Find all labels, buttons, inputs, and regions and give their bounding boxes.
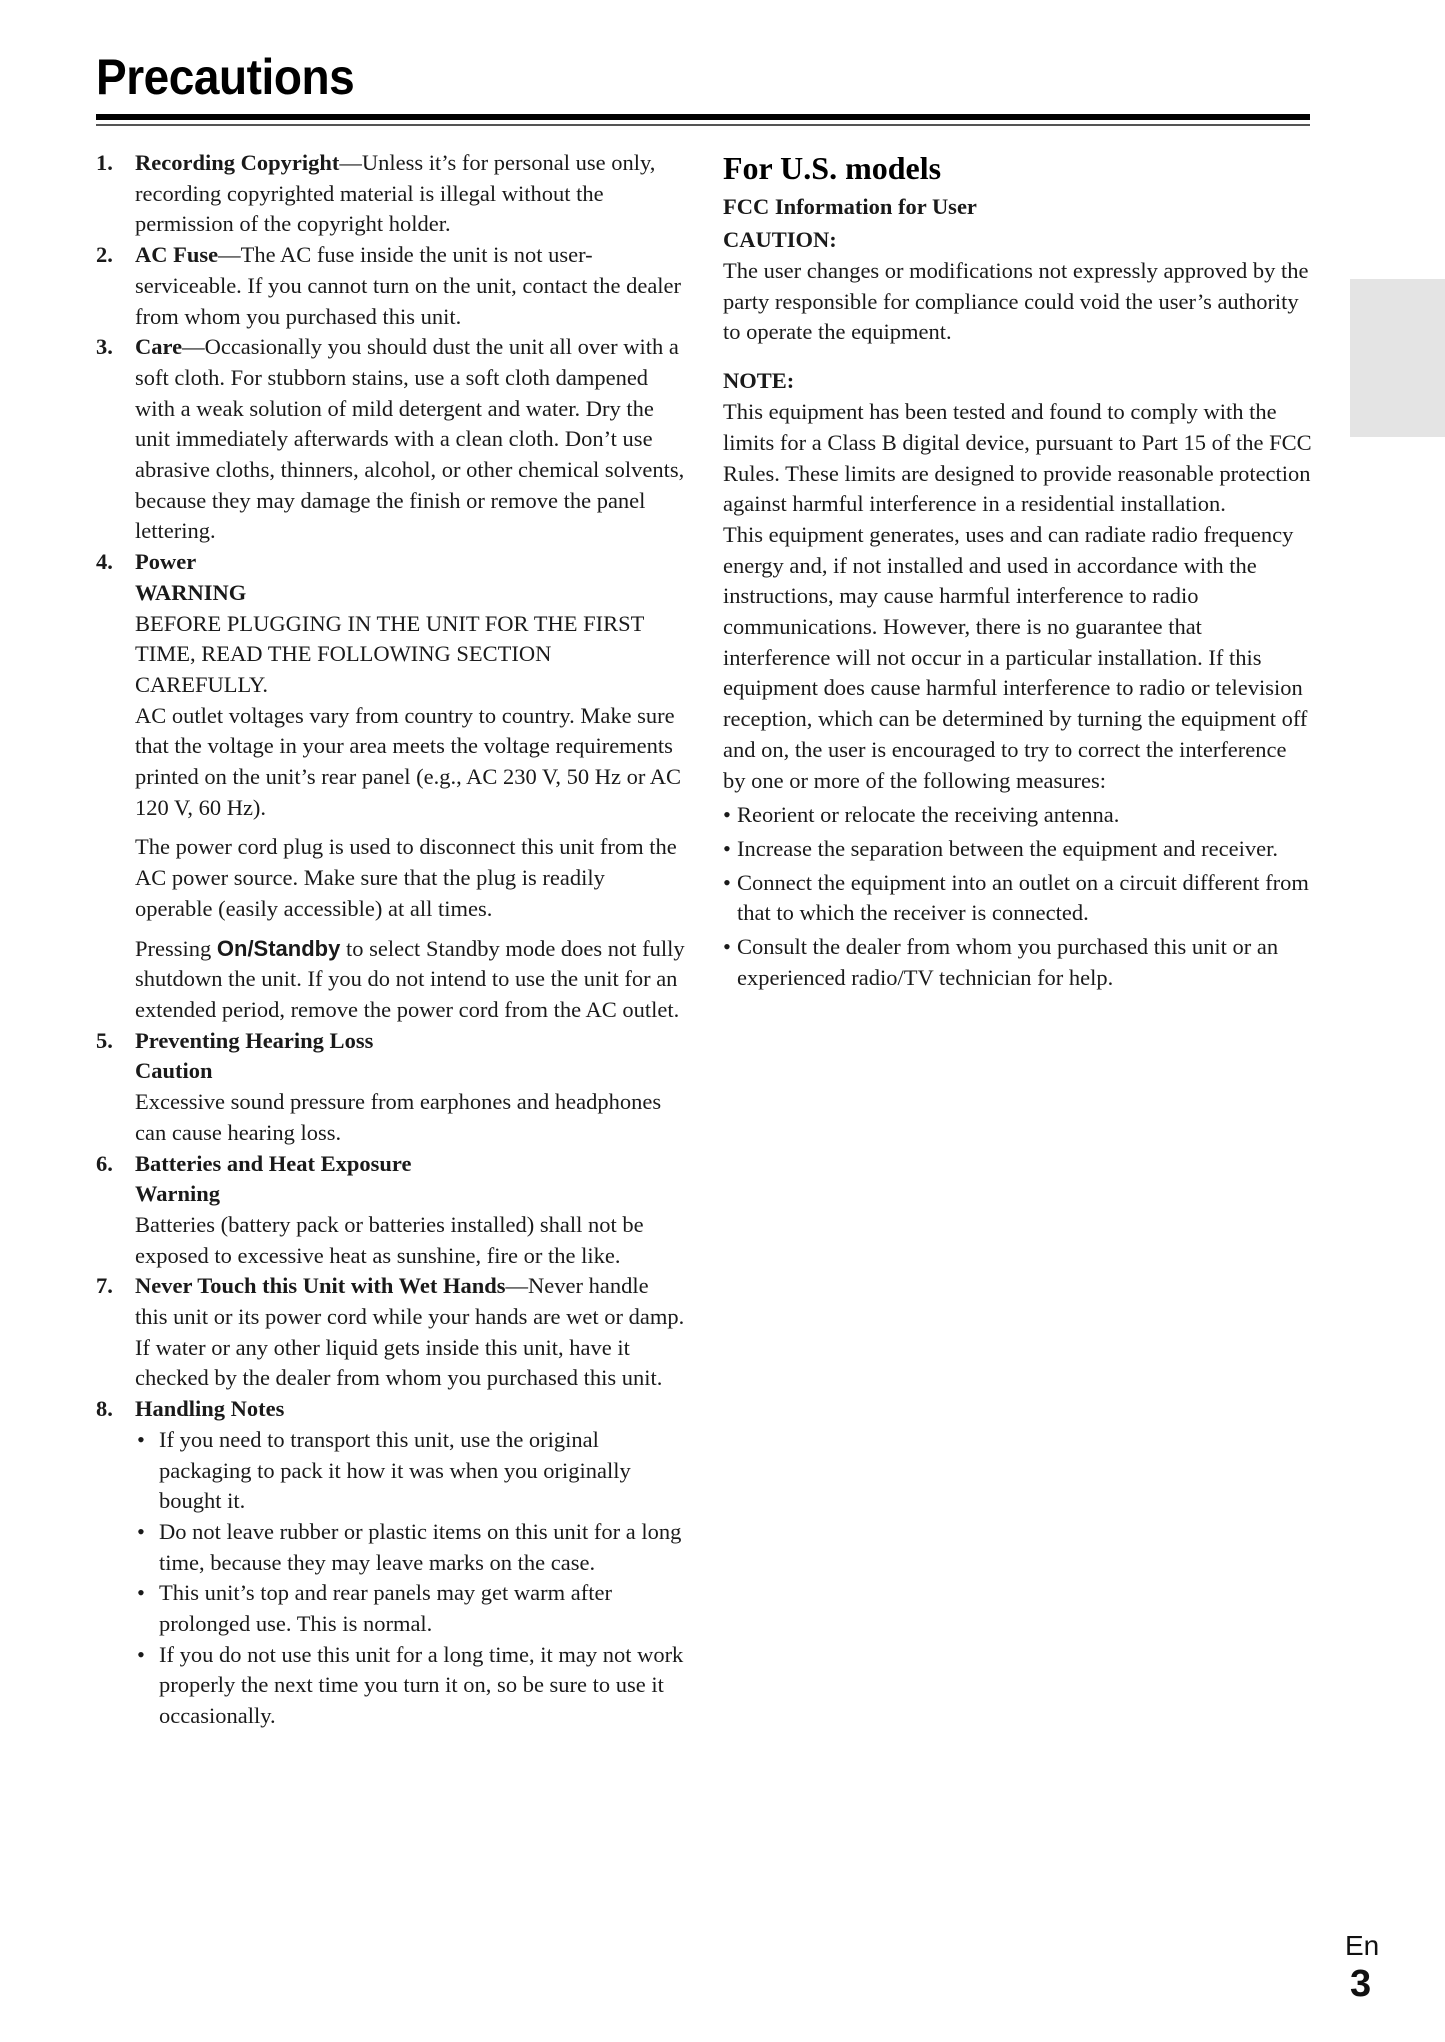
item-text: Excessive sound pressure from earphones and headphones can cause hearing loss. [135,1089,662,1145]
voltage-paragraph: AC outlet voltages vary from country to country. Make sure that the voltage in your area meets the voltage requirements printed on the unit’s rear panel (e.g., AC 230 V, 50 Hz or AC 120 V, 60 Hz). [135,702,681,820]
left-column [96,148,686,1732]
item-text: —Occasionally you should dust the unit all over with a soft cloth. For stubborn stains, use a soft cloth dampened with a weak solution of mild detergent and water. Dry the unit immediately afterwards with a clean cloth. Don’t use abrasive cloths, thinners, alcohol, or other chemical solvents, because they may damage the finish or remove the panel lettering. [135,334,685,544]
item-title: Power [135,549,197,575]
standby-text-pre: Pressing [135,935,217,961]
title-rule-thin [96,124,1310,126]
list-item-text: If you do not use this unit for a long time, it may not work properly the next time you turn it on, so be sure to use it occasionally. [159,1641,684,1729]
list-item [135,1640,686,1732]
item-subtitle: Caution [135,1058,213,1084]
bullet-icon: • [137,1426,145,1452]
list-item [135,1578,686,1639]
section-heading-us-models: For U.S. models [723,150,942,186]
handling-notes-list [135,1425,686,1732]
bullet-icon: • [137,1641,145,1667]
precaution-item-6 [96,1149,686,1272]
item-text: Batteries (battery pack or batteries installed) shall not be exposed to excessive heat as sunshine, fire or the like. [135,1211,644,1268]
item-title: Handling Notes [135,1396,285,1422]
caution-text: The user changes or modifications not expressly approved by the party responsible for compliance could void the user’s authority to operate the equipment. [723,258,1309,345]
bullet-icon: • [723,869,731,895]
bullet-icon: • [723,934,731,960]
list-item-text: This unit’s top and rear panels may get warm after prolonged use. This is normal. [159,1580,612,1637]
list-item [723,868,1313,929]
item-number: 5. [96,1027,113,1053]
note-paragraph-2: This equipment generates, uses and can radiate radio frequency energy and, if not installed and used in accordance with the instructions, may cause harmful interference to radio communications. However, there is no guarantee that interference will not occur in a particular installation. If this equipment does cause harmful interference to radio or television reception, which can be determined by turning the equipment off and on, the user is encouraged to try to correct the interference by one or more of the following measures: [723,521,1308,793]
list-item [723,800,1313,831]
standby-text-post: to select Standby mode does not fully shutdown the unit. If you do not intend to use the unit for an extended period, remove the power cord from the AC outlet. [135,935,685,1022]
item-title: Recording Copyright [135,150,340,175]
item-text: —The AC fuse inside the unit is not user-serviceable. If you cannot turn on the unit, contact the dealer from whom you purchased this unit. [135,242,682,329]
list-item [723,834,1313,865]
precaution-item-1 [96,148,686,240]
bullet-icon: • [137,1580,145,1606]
bullet-icon: • [723,802,731,828]
item-number: 3. [96,334,113,360]
item-title: Never Touch this Unit with Wet Hands [135,1273,506,1299]
note-label: NOTE: [723,368,795,394]
item-title: Batteries and Heat Exposure [135,1150,412,1176]
list-item-text: Do not leave rubber or plastic items on this unit for a long time, because they may leave marks on the case. [159,1518,682,1575]
standby-paragraph [135,934,686,1026]
list-item-text: Reorient or relocate the receiving antenna. [737,802,1120,828]
list-item [723,932,1313,993]
precaution-item-3 [96,332,686,547]
section-tab-marker [1350,279,1445,437]
precaution-item-8 [96,1394,686,1732]
footer-page-number: 3 [1350,1963,1372,2005]
precaution-item-2 [96,240,686,332]
list-item-text: If you need to transport this unit, use the original packaging to pack it how it was when you originally bought it. [159,1426,631,1514]
item-number: 4. [96,549,113,575]
item-text: —Never handle this unit or its power cord while your hands are wet or damp. If water or any other liquid gets inside this unit, have it checked by the dealer from whom you purchased this unit. [135,1273,685,1391]
bullet-icon: • [137,1518,145,1544]
item-title: Care [135,334,183,360]
precaution-item-5 [96,1026,686,1149]
precaution-item-4 [96,547,686,1026]
item-subtitle: WARNING [135,579,247,605]
list-item [135,1425,686,1517]
warning-text: BEFORE PLUGGING IN THE UNIT FOR THE FIRST TIME, READ THE FOLLOWING SECTION CAREFULLY. [135,610,644,697]
precaution-item-7 [96,1271,686,1394]
item-title: AC Fuse [135,242,219,268]
item-number: 8. [96,1396,113,1422]
measures-list [723,800,1313,993]
item-number: 6. [96,1150,113,1176]
note-paragraph-1: This equipment has been tested and found to comply with the limits for a Class B digital device, pursuant to Part 15 of the FCC Rules. These limits are designed to provide reasonable protection against harmful interference in a residential installation. [723,399,1312,517]
page-title: Precautions [96,49,355,105]
footer-language-code: En [1345,1930,1380,1961]
right-column [723,148,1313,996]
fcc-subheading: FCC Information for User [723,194,977,219]
item-subtitle: Warning [135,1181,221,1207]
list-item-text: Consult the dealer from whom you purchased this unit or an experienced radio/TV technician for help. [737,934,1279,990]
item-number: 7. [96,1273,113,1299]
bullet-icon: • [723,835,731,861]
list-item [135,1517,686,1578]
item-number: 1. [96,150,113,175]
title-rule-thick [96,114,1310,120]
list-item-text: Connect the equipment into an outlet on a circuit different from that to which the receiver is connected. [737,869,1309,926]
item-title: Preventing Hearing Loss [135,1027,374,1053]
on-standby-key-label: On/Standby [216,935,341,961]
item-text: —Unless it’s for personal use only, recording copyrighted material is illegal without the permission of the copyright holder. [135,150,656,237]
list-item-text: Increase the separation between the equipment and receiver. [737,835,1278,861]
caution-label: CAUTION: [723,227,837,252]
power-cord-paragraph: The power cord plug is used to disconnect this unit from the AC power source. Make sure that the plug is readily operable (easily accessible) at all times. [135,834,677,921]
item-number: 2. [96,242,113,268]
